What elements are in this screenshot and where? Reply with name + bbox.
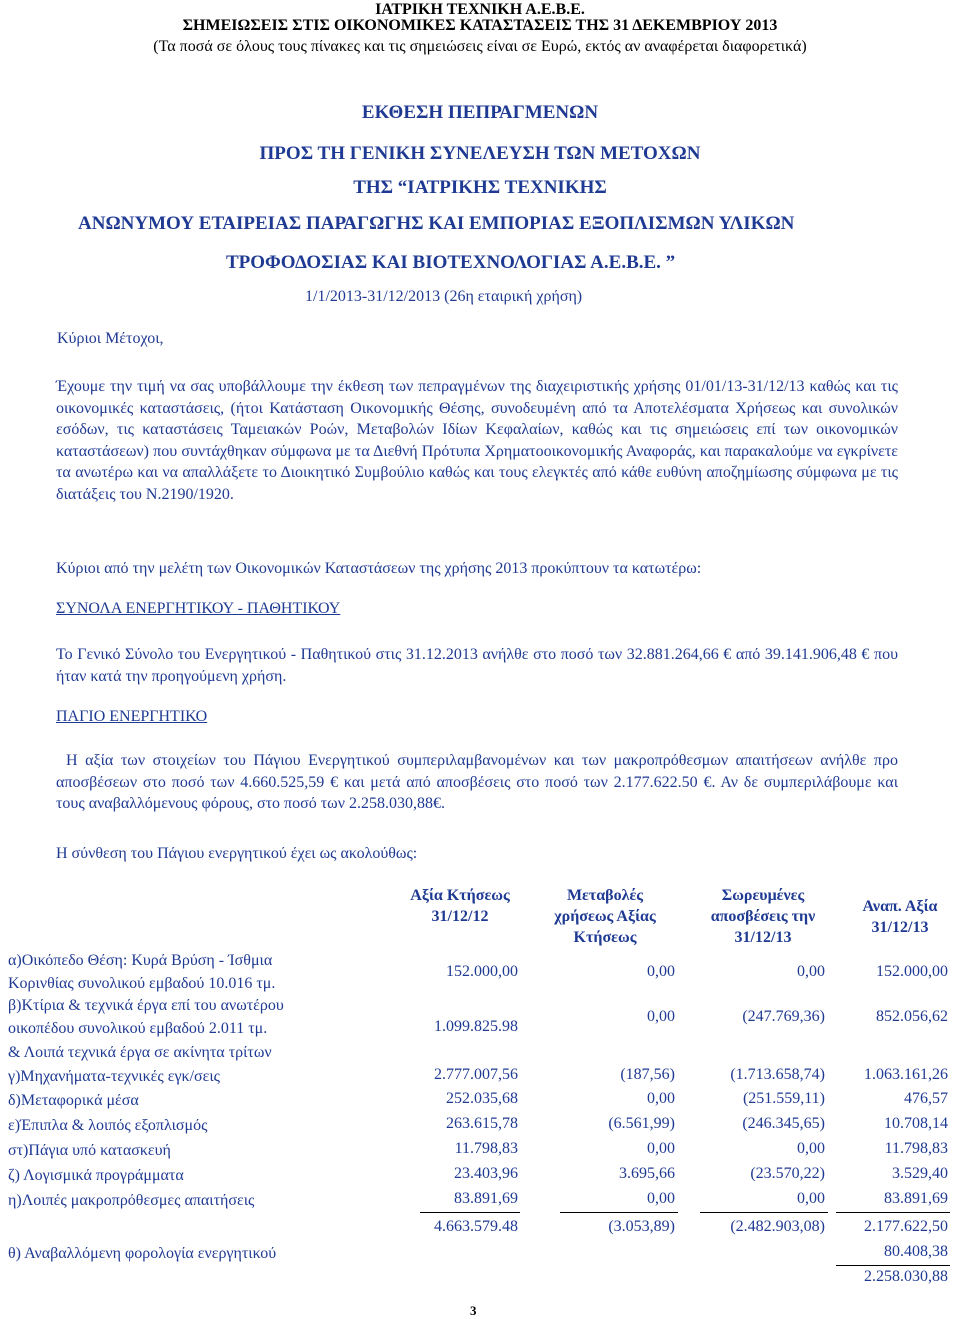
col-header-net-value: Αναπ. Αξία 31/12/13 — [862, 898, 938, 936]
table-cell: 0,00 — [647, 963, 675, 980]
table-cell: 263.615,78 — [446, 1115, 518, 1132]
total-rule — [560, 1212, 678, 1213]
notes-title: ΣΗΜΕΙΩΣΕΙΣ ΣΤΙΣ ΟΙΚΟΝΟΜΙΚΕΣ ΚΑΤΑΣΤΑΣΕΙΣ ΤΗΣ 31 ΔΕΚΕΜΒΡΙΟΥ 2013 — [182, 17, 778, 34]
intro-paragraph: Έχουμε την τιμή να σας υποβάλλουμε την έκθεση των πεπραγμένων της διαχειριστικής χρήσης 01/01/13-31/12/13 καθώς και τις οικονομικές καταστάσεις, (ήτοι Κατάσταση Οικονομικής Θέσης, συνοδευμένη από τα Αποτελέσματα Χρήσεως και συνολικών εσόδων, τις καταστάσεις Ταμειακών Ροών, Μεταβολών Ιδίων Κεφαλαίων, καθώς και τις σημειώσεις επί των οικονομικών καταστάσεων) που συντάχθηκαν σύμφωνα με τα Διεθνή Πρότυπα Χρηματοοικονομικής Αναφοράς, και παρακαλούμε να εγκρίνετε τα ανωτέρω και να απαλλάξετε το Διοικητικό Συμβούλιο καθώς και τους ελεγκτές από κάθε ευθύνη αποζημίωσης σύμφωνα με τις διατάξεις του Ν.2190/1920. — [56, 378, 898, 503]
table-row-label: γ)Μηχανήματα-τεχνικές εγκ/σεις — [8, 1068, 221, 1085]
col-header-changes: Μεταβολές χρήσεως Αξίας Κτήσεως — [554, 887, 656, 946]
table-cell: 2.777.007,56 — [434, 1066, 518, 1083]
report-title-line4: ΑΝΩΝΥΜΟΥ ΕΤΑΙΡΕΙΑΣ ΠΑΡΑΓΩΓΗΣ ΚΑΙ ΕΜΠΟΡΙΑΣ ΕΞΟΠΛΙΣΜΩΝ ΥΛΙΚΩΝ — [78, 213, 795, 234]
report-title-line1: ΕΚΘΕΣΗ ΠΕΠΡΑΓΜΕΝΩΝ — [361, 102, 599, 123]
table-total-cell: 4.663.579.48 — [434, 1218, 518, 1235]
salutation: Κύριοι Μέτοχοι, — [57, 330, 164, 347]
table-cell: 252.035,68 — [446, 1090, 518, 1107]
table-row-label: & Λοιπά τεχνικά έργα σε ακίνητα τρίτων — [8, 1044, 272, 1061]
table-cell: 0,00 — [647, 1190, 675, 1207]
table-cell: 1.063.161,26 — [864, 1066, 948, 1083]
table-row-label: οικοπέδου συνολικού εμβαδού 2.011 τμ. — [8, 1020, 268, 1037]
grand-total-rule — [836, 1265, 950, 1266]
table-cell: 3.695,66 — [619, 1165, 675, 1182]
table-cell: 10.708,14 — [884, 1115, 948, 1132]
table-cell: 152.000,00 — [876, 963, 948, 980]
table-cell: (251.559,11) — [742, 1090, 825, 1107]
table-cell: 0,00 — [797, 1190, 825, 1207]
table-row-label: ε)Έπιπλα & λοιπός εξοπλισμός — [8, 1117, 208, 1134]
report-title-line3: ΤΗΣ “ΙΑΤΡΙΚΗΣ ΤΕΧΝΙΚΗΣ — [353, 177, 607, 198]
table-cell: 0,00 — [647, 1140, 675, 1157]
amounts-note: (Τα ποσά σε όλους τους πίνακες και τις σημειώσεις είναι σε Ευρώ, εκτός αν αναφέρεται διαφορετικά) — [153, 38, 807, 55]
table-row-label: στ)Πάγια υπό κατασκευή — [8, 1142, 171, 1159]
table-row-label: δ)Μεταφορικά μέσα — [8, 1092, 139, 1109]
table-cell: (23.570,22) — [750, 1165, 825, 1182]
table-cell: 0,00 — [797, 963, 825, 980]
table-row-label: η)Λοιπές μακροπρόθεσμες απαιτήσεις — [8, 1192, 255, 1209]
report-title-line5: ΤΡΟΦΟΔΟΣΙΑΣ ΚΑΙ ΒΙΟΤΕΧΝΟΛΟΓΙΑΣ Α.Ε.Β.Ε. ” — [226, 252, 676, 273]
report-title-line2: ΠΡΟΣ ΤΗ ΓΕΝΙΚΗ ΣΥΝΕΛΕΥΣΗ ΤΩΝ ΜΕΤΟΧΩΝ — [259, 143, 701, 164]
table-cell: (247.769,36) — [742, 1008, 825, 1025]
total-rule — [700, 1212, 828, 1213]
fixed-assets-paragraph: Η αξία των στοιχείων του Πάγιου Ενεργητικού συμπεριλαμβανομένων και των μακροπρόθεσμων απαιτήσεων ανήλθε προ αποσβέσεων στο ποσό των 4.660.525,59 € και μετά από αποσβέσεις στο ποσό των 2.177.622.50 €. Αν δε συμπεριλάβουμε και τους αναβαλλόμενους φόρους, στο ποσό των 2.258.030,88€. — [56, 752, 898, 812]
table-cell: (187,56) — [620, 1066, 675, 1083]
table-cell: 11.798,83 — [454, 1140, 518, 1157]
deferred-tax-value: 80.408,38 — [884, 1243, 948, 1260]
company-header: ΙΑΤΡΙΚΗ ΤΕΧΝΙΚΗ Α.Ε.Β.Ε. — [375, 1, 585, 18]
grand-total-value: 2.258.030,88 — [864, 1268, 948, 1285]
table-cell: 0,00 — [647, 1008, 675, 1025]
total-rule — [836, 1212, 950, 1213]
table-cell: 83.891,69 — [454, 1190, 518, 1207]
table-cell: 23.403,96 — [454, 1165, 518, 1182]
fiscal-period: 1/1/2013-31/12/2013 (26η εταιρική χρήση) — [305, 288, 583, 305]
table-total-cell: (3.053,89) — [608, 1218, 675, 1235]
table-cell: 83.891,69 — [884, 1190, 948, 1207]
table-cell: 476,57 — [904, 1090, 948, 1107]
study-paragraph: Κύριοι από την μελέτη των Οικονομικών Καταστάσεων της χρήσης 2013 προκύπτουν τα κατωτέρω: — [56, 560, 702, 577]
totals-paragraph: Το Γενικό Σύνολο του Ενεργητικού - Παθητικού στις 31.12.2013 ανήλθε στο ποσό των 32.881.264,66 € από 39.141.906,48 € που ήταν κατά την προηγούμενη χρήση. — [56, 646, 898, 685]
deferred-tax-label: θ) Αναβαλλόμενη φορολογία ενεργητικού — [8, 1245, 277, 1262]
table-row-label: β)Κτίρια & τεχνικά έργα επί του ανωτέρου — [8, 997, 284, 1014]
table-cell: 1.099.825.98 — [434, 1018, 518, 1035]
table-row-label: α)Οικόπεδο Θέση: Κυρά Βρύση - Ίσθμια — [8, 952, 273, 969]
col-header-acquisition: Αξία Κτήσεως 31/12/12 — [410, 887, 510, 925]
composition-paragraph: Η σύνθεση του Πάγιου ενεργητικού έχει ως ακολούθως: — [56, 845, 418, 862]
table-cell: 852.056,62 — [876, 1008, 948, 1025]
table-cell: 0,00 — [797, 1140, 825, 1157]
totals-heading: ΣΥΝΟΛΑ ΕΝΕΡΓΗΤΙΚΟΥ - ΠΑΘΗΤΙΚΟΥ — [56, 600, 341, 617]
table-cell: 11.798,83 — [884, 1140, 948, 1157]
table-total-cell: 2.177.622,50 — [864, 1218, 948, 1235]
table-row-label: Κορινθίας συνολικού εμβαδού 10.016 τμ. — [8, 975, 276, 992]
table-total-cell: (2.482.903,08) — [730, 1218, 825, 1235]
page-number: 3 — [470, 1303, 477, 1318]
table-row-label: ζ) Λογισμικά προγράμματα — [8, 1167, 184, 1184]
table-cell: 0,00 — [647, 1090, 675, 1107]
table-cell: (1.713.658,74) — [730, 1066, 825, 1083]
table-cell: 152.000,00 — [446, 963, 518, 980]
total-rule — [420, 1212, 520, 1213]
col-header-depreciation: Σωρευμένες αποσβέσεις την 31/12/13 — [710, 887, 816, 946]
table-cell: (246.345,65) — [742, 1115, 825, 1132]
table-cell: 3.529,40 — [892, 1165, 948, 1182]
fixed-assets-heading: ΠΑΓΙΟ ΕΝΕΡΓΗΤΙΚΟ — [56, 708, 208, 725]
table-cell: (6.561,99) — [608, 1115, 675, 1132]
